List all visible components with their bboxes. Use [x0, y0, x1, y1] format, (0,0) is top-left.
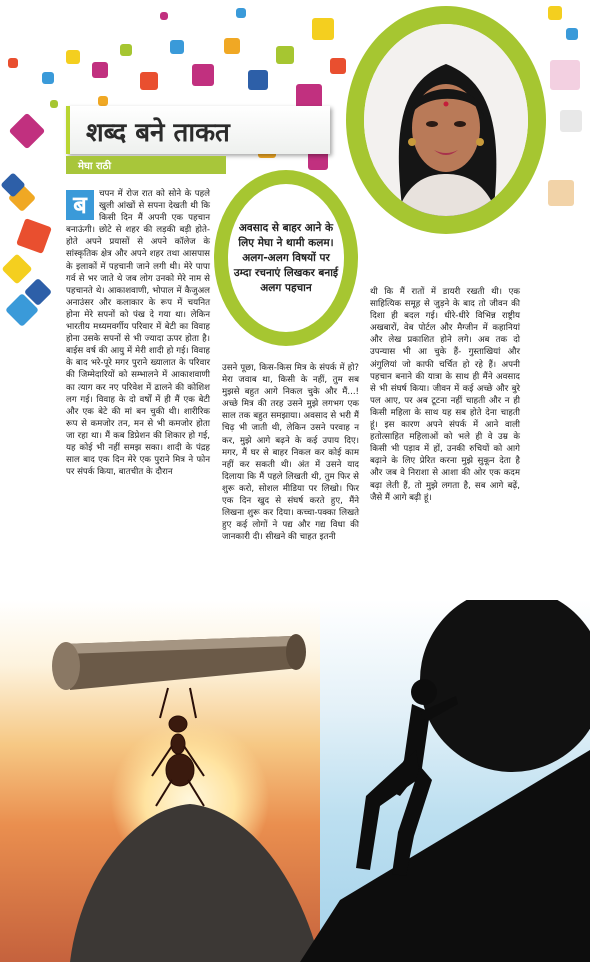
pull-quote-text: अवसाद से बाहर आने के लिए मेघा ने थामी कलम। अलग-अलग विषयों पर उम्दा रचनाएं लिखकर बनाई अलग पहचान: [233, 221, 339, 294]
column-1-text: चपन में रोज रात को सोने के पहले खुली आंखों से सपना देखती थी कि किसी दिन मैं अपनी एक पहचान बनाऊंगी। छोटे से शहर की लड़की बड़ी होते-होते अपने प्रयासों से अपने कॉलेज के सांस्कृतिक क्षेत्र और अपने शहर तथा आसपास के इलाकों में पहचानी जाने लगी थी। मेरे पापा गर्व से भर जाते थे जब लोग उनको मेरे नाम से पहचानते थे। आकाशवाणी, भोपाल में कैजुअल अनाउंसर और कलाकार के रूप में चयनित होना मेरे सपनों को पंख दे गया था। लेकिन भारतीय मध्यमवर्गीय परिवार में बेटी का विवाह होना उसके सपनों से भी ज्यादा ऊपर होता है। बाईस वर्ष की आयु में मेरी शादी हो गई। विवाह के बाद भरे-पूरे मगर पुराने ख्यालात के परिवार की जिम्मेदारियों को सम्भालने में आकाशवाणी का त्याग कर नए परिवेश में ढालने की कोशिश लग गई। विवाह के दो वर्षों में ही मैं एक बेटी और एक बेटे की मां बन चुकी थी। शारीरिक रूप से कमजोर तन, मन से भी कमजोर होता जा रहा था। मैं कब डिप्रेशन की शिकार हो गई, यह कोई भी नहीं समझ सका। शादी के पंद्रह साल बाद एक दिन मेरे एक पुराने मित्र ने फोन पर संपर्क किया, बातचीत के दौरान: [66, 189, 210, 478]
hill-icon: [300, 750, 590, 962]
portrait-photo: [364, 24, 528, 216]
pull-quote: [228, 184, 344, 332]
author-name: मेघा राठी: [78, 161, 112, 172]
article-column-1: [66, 188, 210, 478]
boulder-icon: [420, 600, 590, 772]
bottom-illustration: [0, 600, 590, 962]
column-2-text: उसने पूछा, किस-किस मित्र के संपर्क में हो? मेरा जवाब था, किसी के नहीं, तुम सब मुझसे बहुत आगे निकल चुके और मैं...! अच्छे मित्र की तरह उसने मुझे लगभग एक साल तक बहुत समझाया। अवसाद से भरी मैं चिढ़ भी जाती थी, लेकिन उसने परवाह न कर, मुझे आगे बढ़ने के कई उपाय दिए। मगर, मैं घर से बाहर निकल कर कोई काम नहीं कर सकती थी। अंत में उसने याद दिलाया कि मैं पहले लिखती थी, तुम फिर से शुरू करो, सोशल मीडिया पर लिखो। फिर एक दिन खुद से संघर्ष करते हुए, मैंने लिखना शुरू कर दिया। कच्चा-पक्का लिखते हुए कई लोगों ने पद्य और गद्य विधा की जानकारी दी। सीखने की चाहत इतनी: [222, 363, 359, 543]
pull-quote-frame: [214, 170, 358, 346]
portrait-illustration: [364, 24, 528, 216]
ant-icon: [152, 688, 204, 806]
column-3-text: थी कि मैं रातों में डायरी रखती थी। एक साहित्यिक समूह से जुड़ने के बाद तो जीवन की दिशा ही बदल गई। धीरे-धीरे विभिन्न राष्ट्रीय अखबारों, वेब पोर्टल और मैग्जीन में कहानियां और लेख प्रकाशित होने लगे। अब तक दो उपन्यास भी आ चुके हैं- गुस्ताखियां और अंगुलियां जो काफी चर्चित हो रहे हैं। अपनी पहचान बनाने की यात्रा के साथ ही मैंने अवसाद से भी संघर्ष किया। जीवन में कई अच्छे और बुरे पल आए, पर अब टूटना नहीं चाहती और न ही किसी महिला के साथ यह सब होते देना चाहती हूं। इस कारण अपने संपर्क में आने वाली हतोत्साहित महिलाओं को भले ही वे उम्र के किसी भी पड़ाव में हों, उनकी रुचियों को आगे बढ़ाने के लिए प्रेरित करना मुझे सुकून देता है और जब वे निराशा से आशा की ओर एक कदम बढ़ा लेती हैं, तो मुझे लगता है, सब आगे बढ़ें, जैसे मैं आगे बढ़ी हूं।: [370, 287, 520, 503]
rock-icon: [70, 804, 320, 962]
title-banner: [66, 106, 330, 154]
author-bar: [66, 156, 226, 174]
log-icon: [52, 634, 306, 690]
illustration-shapes: [0, 600, 590, 962]
article-title: शब्द बने ताकत: [86, 118, 230, 148]
dropcap: ब: [66, 190, 94, 220]
article-column-3: [370, 286, 520, 504]
article-column-2: [222, 362, 359, 543]
portrait-frame: [346, 6, 546, 234]
